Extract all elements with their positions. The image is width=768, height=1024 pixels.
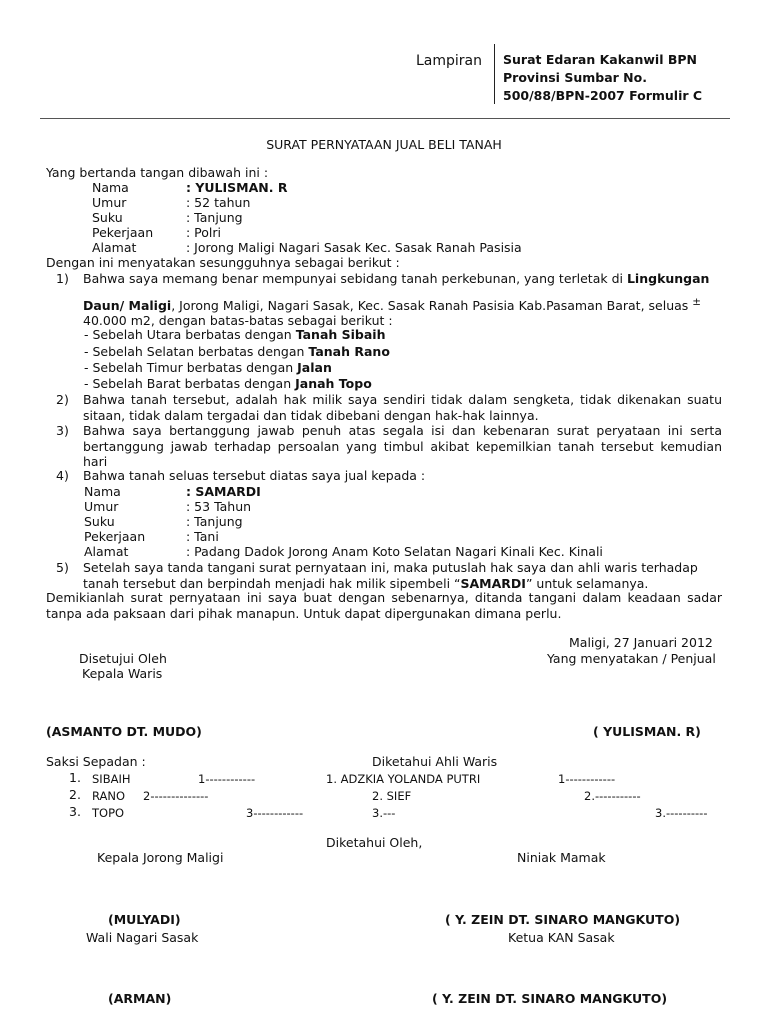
seller-address-row	[92, 240, 522, 255]
field-label: Umur	[84, 499, 119, 514]
item-text: Setelah saya tanda tangani surat pernyataan ini, maka putuslah hak saya dan ahli waris terhadap	[83, 560, 698, 575]
witness-name: SIBAIH	[92, 772, 131, 786]
field-label: Alamat	[84, 544, 129, 559]
item-text: ” untuk selamanya.	[525, 575, 649, 591]
buyer-name-row	[84, 484, 261, 499]
approved-role: Kepala Waris	[82, 666, 163, 681]
witness-name: RANO	[92, 789, 126, 803]
witness-number: 3.	[69, 804, 81, 819]
signature-line: 2--------------	[143, 789, 209, 803]
border-west: - Sebelah Barat berbatas dengan Janah Topo	[84, 376, 372, 391]
item-number: 3)	[56, 423, 69, 438]
intro-text: Yang bertanda tangan dibawah ini :	[46, 165, 269, 180]
reference-line: 500/88/BPN-2007 Formulir C	[503, 88, 703, 103]
item-text: Bahwa saya bertanggung jawab penuh atas segala isi dan kebenaran surat peryataan ini serta bertanggung jawab terhadap persoalan yang timbul akibat kepemilkian tanah tersebut kemudian hari	[83, 423, 722, 469]
seller-age-row	[92, 195, 250, 210]
item-number: 4)	[56, 468, 69, 483]
seller-age: : 52 tahun	[186, 195, 251, 210]
item-text: tanah tersebut dan berpindah menjadi hak milik sipembeli “	[83, 575, 461, 591]
seller-tribe-row	[92, 210, 243, 225]
buyer-address: : Padang Dadok Jorong Anam Koto Selatan Nagari Kinali Kec. Kinali	[186, 544, 603, 559]
seller-name: : YULISMAN. R	[186, 180, 288, 195]
official-role: Wali Nagari Sasak	[86, 930, 199, 945]
place-date: Maligi, 27 Januari 2012	[569, 635, 713, 650]
witness-number: 1.	[69, 770, 81, 785]
field-label: Pekerjaan	[84, 529, 146, 544]
header-rule	[40, 118, 730, 119]
official-role: Niniak Mamak	[517, 850, 606, 865]
item-text: Bahwa saya memang benar mempunyai sebidang tanah perkebunan, yang terletak di	[83, 271, 627, 286]
field-label: Suku	[92, 210, 123, 225]
reference-line: Provinsi Sumbar No.	[503, 70, 647, 85]
declarant-label: Yang menyatakan / Penjual	[547, 651, 716, 666]
border-south: - Sebelah Selatan berbatas dengan Tanah Rano	[84, 344, 390, 359]
official-name: (ARMAN)	[108, 991, 172, 1006]
seller-address: : Jorong Maligi Nagari Sasak Kec. Sasak Ranah Pasisia	[186, 240, 522, 255]
location-bold: Daun/ Maligi	[83, 298, 172, 314]
buyer-job-row	[84, 529, 219, 544]
seller-job: : Polri	[186, 225, 222, 240]
heir-signatory-name: (ASMANTO DT. MUDO)	[46, 724, 202, 739]
signature-line: 3.----------	[655, 806, 708, 820]
signature-line: 1------------	[198, 772, 256, 786]
buyer-age: : 53 Tahun	[186, 499, 252, 514]
buyer-age-row	[84, 499, 251, 514]
seller-tribe: : Tanjung	[186, 210, 243, 225]
item-text: Bahwa tanah seluas tersebut diatas saya jual kepada :	[83, 468, 426, 483]
statement-intro: Dengan ini menyatakan sesungguhnya sebagai berikut :	[46, 255, 400, 270]
official-role: Ketua KAN Sasak	[508, 930, 615, 945]
buyer-address-row	[84, 544, 603, 559]
closing-paragraph: Demikianlah surat pernyataan ini saya buat dengan sebenarnya, ditanda tangani dalam keadaan sadar tanpa ada paksaan dari pihak manapun. Untuk dapat dipergunakan dimana perlu.	[46, 590, 722, 621]
item-text: 40.000 m2, dengan batas-batas sebagai berikut :	[83, 313, 393, 329]
field-label: Nama	[92, 180, 129, 195]
buyer-name: : SAMARDI	[186, 484, 261, 499]
signature-line: 3------------	[246, 806, 304, 820]
item-number: 5)	[56, 560, 69, 575]
heir-name: 3.---	[372, 806, 396, 820]
witness-number: 2.	[69, 787, 81, 802]
reference-line: Surat Edaran Kakanwil BPN	[503, 52, 697, 67]
heir-name: 1. ADZKIA YOLANDA PUTRI	[326, 772, 481, 786]
attachment-label: Lampiran	[416, 53, 483, 69]
official-name: (MULYADI)	[108, 912, 181, 927]
field-label: Pekerjaan	[92, 225, 154, 240]
item-text: , Jorong Maligi, Nagari Sasak, Kec. Sasak Ranah Pasisia Kab.Pasaman Barat, seluas	[171, 298, 693, 314]
seller-job-row	[92, 225, 221, 240]
seller-signatory-name: ( YULISMAN. R)	[593, 724, 701, 739]
item-text: Bahwa tanah tersebut, adalah hak milik saya sendiri tidak dalam sengketa, tidak dikenakan suatu sitaan, tidak dalam tergadai dan tidak dibebani dengan hak-hak lainnya.	[83, 392, 722, 423]
buyer-name-bold: SAMARDI	[460, 575, 526, 591]
official-name: ( Y. ZEIN DT. SINARO MANGKUTO)	[445, 912, 681, 927]
buyer-job: : Tani	[186, 529, 219, 544]
border-east: - Sebelah Timur berbatas dengan Jalan	[84, 360, 332, 375]
official-role: Kepala Jorong Maligi	[97, 850, 224, 865]
item-number: 2)	[56, 392, 69, 407]
official-name: ( Y. ZEIN DT. SINARO MANGKUTO)	[432, 991, 668, 1006]
heir-name: 2. SIEF	[372, 789, 412, 803]
attachment-reference	[503, 51, 702, 105]
buyer-tribe: : Tanjung	[186, 514, 243, 529]
header-divider	[494, 44, 495, 104]
item-number: 1)	[56, 271, 69, 286]
document-title: SURAT PERNYATAAN JUAL BELI TANAH	[266, 137, 502, 152]
known-by: Diketahui Oleh,	[326, 835, 423, 850]
buyer-tribe-row	[84, 514, 243, 529]
field-label: Nama	[84, 484, 121, 499]
field-label: Suku	[84, 514, 115, 529]
seller-name-row	[92, 180, 287, 195]
border-north: - Sebelah Utara berbatas dengan Tanah Sibaih	[84, 327, 386, 342]
location-bold: Lingkungan	[626, 271, 710, 286]
heirs-title: Diketahui Ahli Waris	[372, 754, 498, 769]
field-label: Umur	[92, 195, 127, 210]
approved-by: Disetujui Oleh	[79, 651, 167, 666]
field-label: Alamat	[92, 240, 137, 255]
witness-name: TOPO	[92, 806, 125, 820]
signature-line: 1------------	[558, 772, 616, 786]
plus-minus-sign: ±	[692, 296, 702, 308]
signature-line: 2.-----------	[584, 789, 641, 803]
witness-title: Saksi Sepadan :	[46, 754, 146, 769]
